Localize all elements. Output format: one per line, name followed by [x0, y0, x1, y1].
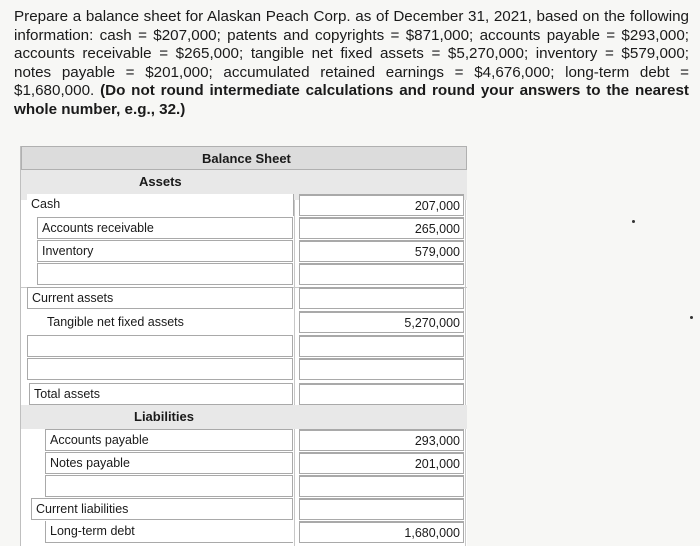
- liabilities-header-band: [21, 405, 467, 429]
- accounts-payable-label: Accounts payable: [45, 429, 293, 451]
- current-liabilities-label: Current liabilities: [31, 498, 293, 520]
- notes-payable-amount: 201,000: [414, 457, 460, 471]
- long-term-debt-amount-field[interactable]: [299, 521, 464, 543]
- balance-sheet-title: Balance Sheet: [202, 151, 291, 166]
- speck-dot: [690, 316, 693, 319]
- assets-header: Assets: [139, 174, 182, 189]
- inventory-amount: 579,000: [414, 245, 460, 259]
- blank-asset-amount-field[interactable]: [299, 335, 464, 357]
- problem-instruction: (Do not round intermediate calculations and round your answers to the nearest whole number, e.g., 32.): [14, 82, 689, 118]
- notes-payable-label: Notes payable: [45, 452, 293, 474]
- inventory-amount-field[interactable]: [299, 240, 464, 262]
- speck-dot: [632, 220, 635, 223]
- current-assets-amount-field[interactable]: [299, 287, 464, 309]
- current-liabilities-amount-field[interactable]: [299, 498, 464, 520]
- accounts-payable-amount-field[interactable]: [299, 429, 464, 451]
- accounts-receivable-amount-field[interactable]: [299, 217, 464, 239]
- tangible-net-fixed-assets-amount-field[interactable]: [299, 311, 464, 333]
- cash-label: Cash: [27, 194, 294, 216]
- column-divider: [465, 170, 466, 546]
- tangible-net-fixed-assets-amount: 5,270,000: [404, 316, 460, 330]
- accounts-receivable-amount: 265,000: [414, 222, 460, 236]
- blank-asset-label-field[interactable]: [27, 358, 293, 380]
- problem-statement: [14, 8, 689, 120]
- long-term-debt-amount: 1,680,000: [404, 526, 460, 540]
- blank-asset-amount-field[interactable]: [299, 263, 464, 285]
- notes-payable-amount-field[interactable]: [299, 452, 464, 474]
- problem-text: Prepare a balance sheet for Alaskan Peach Corp. as of December 31, 2021, based on the following information: cash = $207,000; patents and copyrights = $871,000; accounts payable = $293,000; accounts receivable = $265,000; tangible net fixed assets = $5,270,000; inventory = $579,000; notes payable = $201,000; accumulated retained earnings = $4,676,000; long-term debt = $1,680,000.: [14, 8, 689, 100]
- inventory-label: Inventory: [37, 240, 293, 262]
- blank-asset-label-field[interactable]: [37, 263, 293, 285]
- blank-liability-label-field[interactable]: [45, 475, 293, 497]
- balance-sheet: [20, 146, 467, 546]
- total-assets-label: Total assets: [29, 383, 293, 405]
- cash-amount-field[interactable]: [299, 194, 464, 216]
- column-divider: [294, 170, 295, 546]
- tangible-net-fixed-assets-label: Tangible net fixed assets: [47, 315, 184, 329]
- accounts-receivable-label: Accounts receivable: [37, 217, 293, 239]
- total-assets-amount-field[interactable]: [299, 383, 464, 405]
- accounts-payable-amount: 293,000: [414, 434, 460, 448]
- balance-sheet-title-bar: [21, 146, 467, 170]
- blank-asset-amount-field[interactable]: [299, 358, 464, 380]
- blank-asset-label-field[interactable]: [27, 335, 293, 357]
- current-assets-label: Current assets: [27, 287, 293, 309]
- blank-liability-amount-field[interactable]: [299, 475, 464, 497]
- long-term-debt-label: Long-term debt: [45, 521, 293, 543]
- cash-amount: 207,000: [414, 199, 460, 213]
- liabilities-header: Liabilities: [134, 409, 194, 424]
